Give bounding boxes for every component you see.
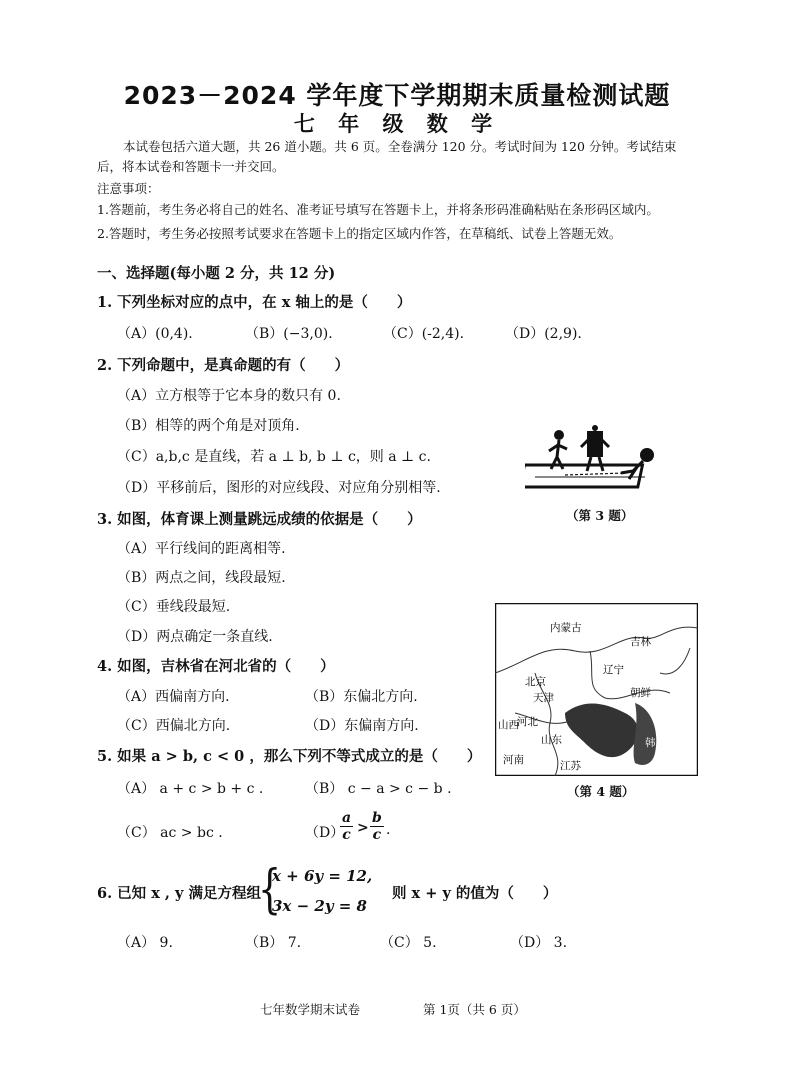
exam-intro: 本试卷包括六道大题，共 26 道小题。共 6 页。全卷满分 120 分。考试时间为 120 分钟。考试结束后，将本试卷和答题卡一并交回。 bbox=[97, 139, 677, 174]
question-2-stem: 2. 下列命题中，是真命题的有（ ） bbox=[97, 357, 350, 374]
section-title: 一、选择题(每小题 2 分，共 12 分) bbox=[97, 265, 336, 282]
note-item: 1.答题前，考生务必将自己的姓名、准考证号填写在答题卡上，并将条形码准确粘贴在条形码区域内。 bbox=[97, 202, 659, 217]
map-label: 吉林 bbox=[630, 636, 651, 648]
exam-subtitle: 七 年 级 数 学 bbox=[293, 112, 501, 136]
exam-title: 2023－2024 学年度下学期期末质量检测试题 bbox=[123, 81, 671, 110]
question-6-option-a: （A） 9. bbox=[117, 935, 173, 951]
question-6-option-b: （B） 7. bbox=[245, 935, 302, 951]
figure-3-caption: （第 3 题） bbox=[566, 508, 634, 523]
question-6-stem-suffix: 则 x + y 的值为（ ） bbox=[392, 885, 558, 902]
footer-exam-name: 七年数学期末试卷 bbox=[260, 1002, 361, 1017]
question-1-option-a: （A）(0,4). bbox=[117, 326, 193, 342]
notes-title: 注意事项： bbox=[97, 181, 160, 196]
note-item: 2.答题时，考生务必按照考试要求在答题卡上的指定区域内作答，在草稿纸、试卷上答题无效。 bbox=[97, 226, 622, 241]
question-3-option-a: （A）平行线间的距离相等. bbox=[117, 541, 286, 557]
question-6-stem-prefix: 6. 已知 x , y 满足方程组 bbox=[97, 885, 261, 902]
question-5-option-d: （D） bbox=[305, 825, 345, 841]
fraction-denominator: c bbox=[342, 827, 351, 843]
map-label: 河南 bbox=[503, 754, 524, 766]
question-4-option-d: （D）东偏南方向. bbox=[305, 718, 419, 734]
map-label: 河北 bbox=[517, 716, 538, 728]
question-2-option-d: （D）平移前后，图形的对应线段、对应角分别相等. bbox=[117, 480, 441, 496]
question-1-stem: 1. 下列坐标对应的点中，在 x 轴上的是（ ） bbox=[97, 294, 412, 311]
fraction-b-over-c bbox=[370, 810, 384, 843]
inequality-sign: > bbox=[357, 820, 369, 836]
fraction-numerator: a bbox=[342, 810, 352, 826]
question-4-stem: 4. 如图，吉林省在河北省的（ ） bbox=[97, 658, 335, 675]
question-5-option-c: （C） ac > bc . bbox=[117, 825, 223, 841]
question-3-stem: 3. 如图，体育课上测量跳远成绩的依据是（ ） bbox=[97, 511, 422, 528]
question-1-option-d: （D）(2,9). bbox=[505, 326, 582, 342]
figure-4-caption: （第 4 题） bbox=[567, 784, 635, 799]
equation-1: x + 6y = 12, bbox=[272, 867, 373, 885]
map-label: 北京 bbox=[525, 676, 546, 688]
question-2-option-c: （C）a,b,c 是直线，若 a ⊥ b, b ⊥ c，则 a ⊥ c. bbox=[117, 449, 431, 465]
fraction-denominator: c bbox=[372, 827, 382, 843]
map-label: 天津 bbox=[533, 692, 554, 704]
question-4-option-b: （B）东偏北方向. bbox=[305, 689, 418, 705]
map-label: 江苏 bbox=[560, 760, 581, 772]
question-4-option-c: （C）西偏北方向. bbox=[117, 718, 231, 734]
map-label: 韩国 bbox=[645, 737, 666, 749]
question-2-option-b: （B）相等的两个角是对顶角. bbox=[117, 418, 300, 434]
question-3-option-c: （C）垂线段最短. bbox=[117, 599, 231, 615]
question-2-option-a: （A）立方根等于它本身的数只有 0. bbox=[117, 388, 341, 404]
map-label: 山东 bbox=[541, 734, 562, 746]
question-6-option-c: （C） 5. bbox=[380, 935, 437, 951]
question-5-stem: 5. 如果 a > b, c < 0 ，那么下列不等式成立的是（ ） bbox=[97, 748, 482, 765]
equation-system-brace: { bbox=[257, 860, 282, 920]
question-4-option-a: （A）西偏南方向. bbox=[117, 689, 230, 705]
question-3-option-d: （D）两点确定一条直线. bbox=[117, 629, 273, 645]
question-1-option-b: （B）(−3,0). bbox=[245, 326, 333, 342]
fraction-numerator: b bbox=[372, 810, 382, 826]
map-label: 内蒙古 bbox=[550, 622, 582, 634]
question-5-option-a: （A） a + c > b + c . bbox=[117, 781, 264, 797]
map-label: 辽宁 bbox=[603, 664, 624, 676]
footer-page-number: 第 1页（共 6 页） bbox=[423, 1002, 526, 1017]
question-6-option-d: （D） 3. bbox=[510, 935, 568, 951]
map-figure bbox=[495, 603, 698, 776]
map-label: 山西 bbox=[498, 719, 519, 731]
question-1-option-c: （C）(-2,4). bbox=[383, 326, 465, 342]
question-5-option-b: （B） c − a > c − b . bbox=[305, 781, 452, 797]
equation-2: 3x − 2y = 8 bbox=[272, 897, 367, 915]
fraction-a-over-c bbox=[340, 810, 353, 843]
fraction-period: . bbox=[386, 822, 391, 838]
map-label: 朝鲜 bbox=[630, 687, 651, 699]
long-jump-figure bbox=[525, 425, 663, 495]
question-3-option-b: （B）两点之间，线段最短. bbox=[117, 570, 286, 586]
